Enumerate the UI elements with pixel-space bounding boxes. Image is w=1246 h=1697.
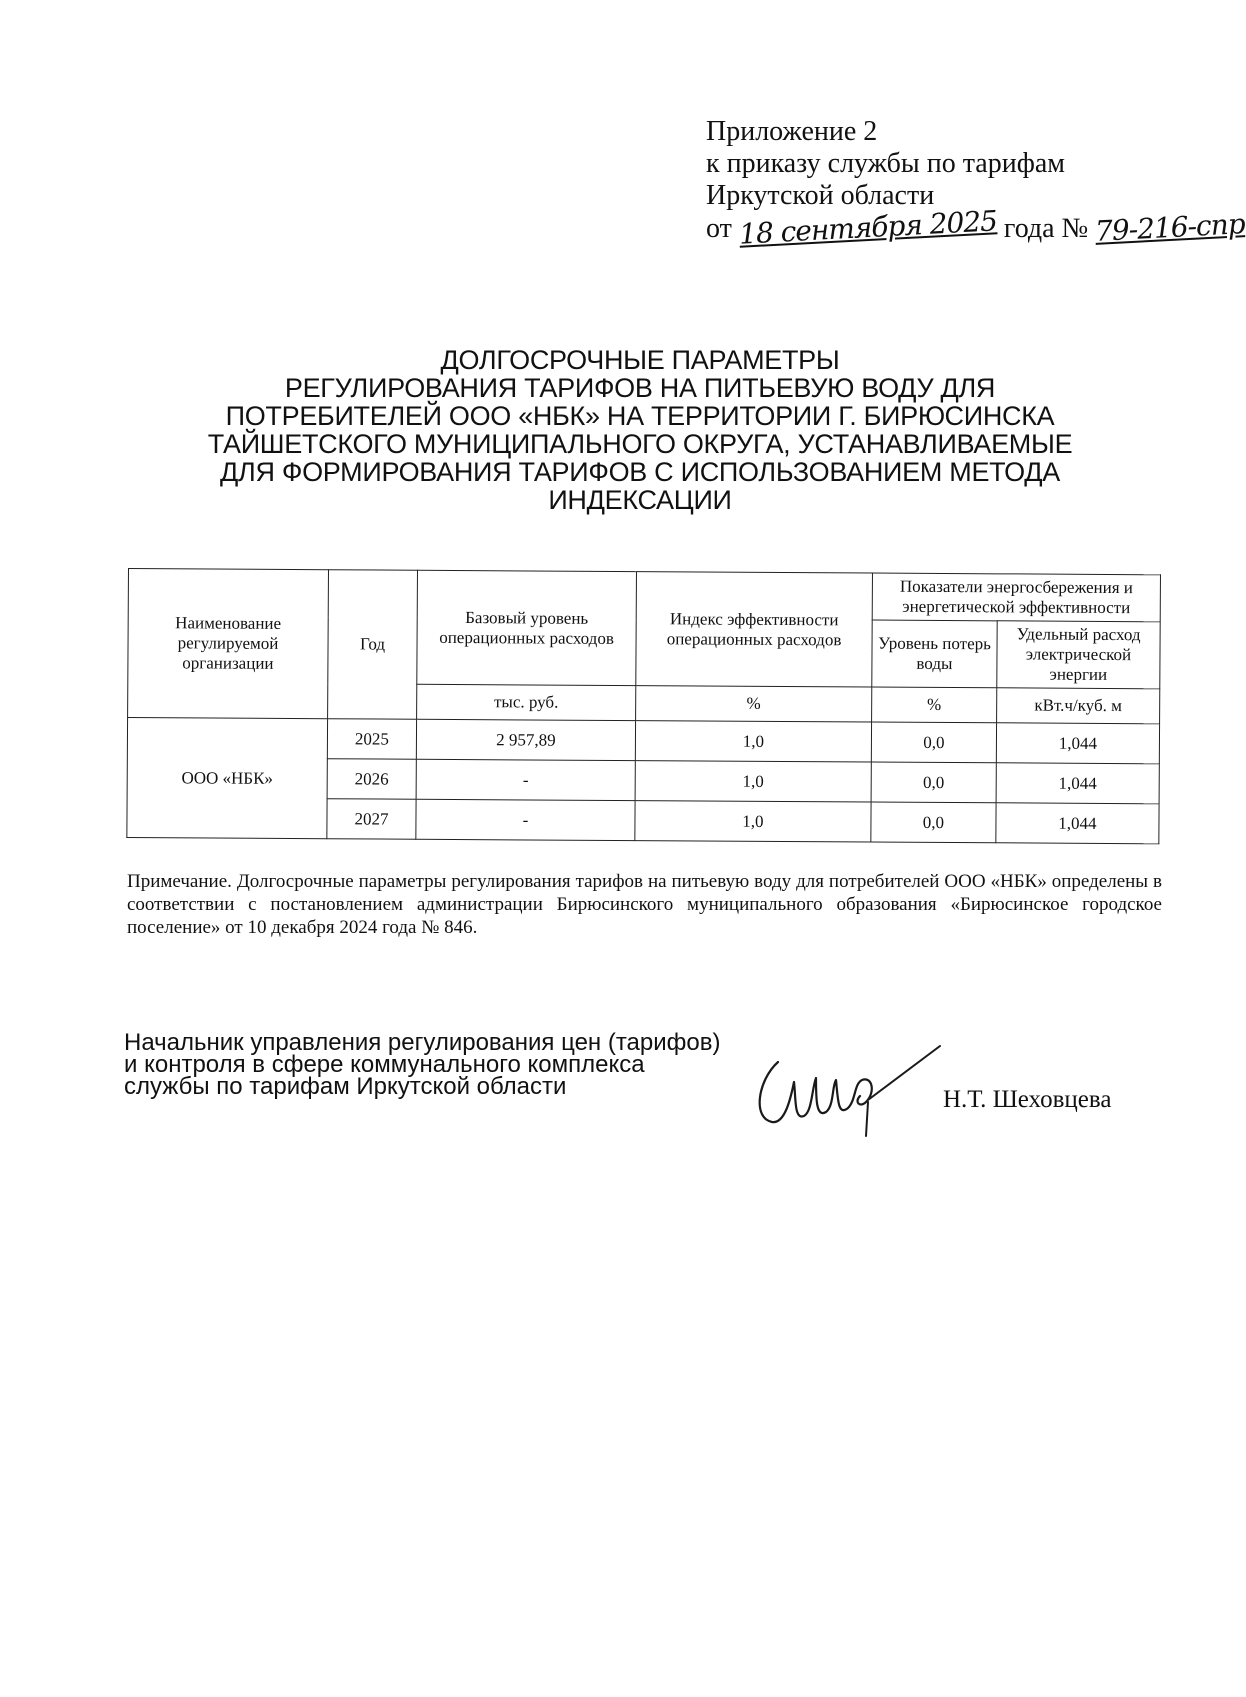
header-base-level: Базовый уровень операционных расходов — [417, 570, 637, 685]
header-row — [128, 569, 1160, 622]
table-note: Примечание. Долгосрочные параметры регулирования тарифов на питьевую воду для потребителей ООО «НБК» определены в соответствии с постановлением администрации Бирюсинского муниципального образования «Бирюсинское городское поселение» от 10 декабря 2024 года № 846. — [127, 871, 1162, 938]
title-line-3: ПОТРЕБИТЕЛЕЙ ООО «НБК» НА ТЕРРИТОРИИ Г. БИРЮСИНСКА — [225, 401, 1055, 431]
specific-cell: 1,044 — [996, 723, 1159, 764]
index-cell: 1,0 — [635, 801, 871, 842]
base-cell: - — [416, 759, 635, 800]
handwritten-signature-icon — [750, 1040, 950, 1140]
loss-cell: 0,0 — [871, 722, 996, 763]
appendix-header — [706, 116, 1246, 251]
unit-index: % — [636, 686, 872, 722]
position-line-1: Начальник управления регулирования цен (тарифов) — [124, 1029, 721, 1056]
title-line-5: ДЛЯ ФОРМИРОВАНИЯ ТАРИФОВ С ИСПОЛЬЗОВАНИЕМ МЕТОДА — [220, 457, 1060, 487]
base-cell: - — [416, 799, 635, 840]
title-line-6: ИНДЕКСАЦИИ — [548, 485, 732, 515]
specific-cell: 1,044 — [996, 803, 1159, 844]
title-line-2: РЕГУЛИРОВАНИЯ ТАРИФОВ НА ПИТЬЕВУЮ ВОДУ ДЛЯ — [284, 373, 996, 403]
table-row — [127, 718, 1159, 764]
specific-cell: 1,044 — [996, 763, 1159, 804]
unit-loss: % — [872, 687, 997, 723]
header-water-loss: Уровень потерь воды — [872, 620, 997, 688]
signatory-name: Н.Т. Шеховцева — [943, 1086, 1112, 1113]
base-cell: 2 957,89 — [416, 719, 635, 760]
header-organization: Наименование регулируемой организации — [128, 569, 329, 719]
parameters-table — [126, 568, 1161, 844]
unit-base: тыс. руб. — [417, 684, 636, 720]
position-line-2: и контроля в сфере коммунального комплекса — [124, 1051, 645, 1078]
header-specific-energy: Удельный расход электрической энергии — [997, 621, 1160, 689]
appendix-line-3: Иркутской области — [706, 180, 935, 211]
index-cell: 1,0 — [635, 721, 871, 762]
year-cell: 2027 — [327, 799, 416, 840]
loss-cell: 0,0 — [871, 762, 996, 803]
position-line-3: службы по тарифам Иркутской области — [124, 1073, 567, 1100]
handwritten-order-number: 79-216-спр — [1094, 207, 1246, 248]
header-efficiency-index: Индекс эффективности операционных расходов — [636, 572, 873, 687]
year-cell: 2026 — [327, 759, 416, 800]
date-suffix: года № — [1003, 213, 1089, 244]
unit-specific: кВт.ч/куб. м — [997, 688, 1160, 724]
date-prefix: от — [706, 213, 732, 244]
year-cell: 2025 — [327, 719, 416, 760]
organization-cell: ООО «НБК» — [127, 718, 328, 839]
index-cell: 1,0 — [635, 761, 871, 802]
header-year: Год — [328, 570, 418, 720]
signatory-position — [124, 1029, 721, 1100]
handwritten-date: 18 сентября 2025 — [738, 204, 998, 251]
document-title — [200, 346, 1080, 514]
appendix-line-2: к приказу службы по тарифам — [706, 148, 1065, 179]
header-energy-group: Показатели энергосбережения и энергетической эффективности — [872, 573, 1160, 622]
loss-cell: 0,0 — [871, 802, 996, 843]
appendix-date-line — [706, 204, 1246, 251]
title-line-4: ТАЙШЕТСКОГО МУНИЦИПАЛЬНОГО ОКРУГА, УСТАНАВЛИВАЕМЫЕ — [207, 429, 1073, 459]
title-line-1: ДОЛГОСРОЧНЫЕ ПАРАМЕТРЫ — [440, 345, 840, 375]
appendix-line-1: Приложение 2 — [706, 116, 878, 147]
